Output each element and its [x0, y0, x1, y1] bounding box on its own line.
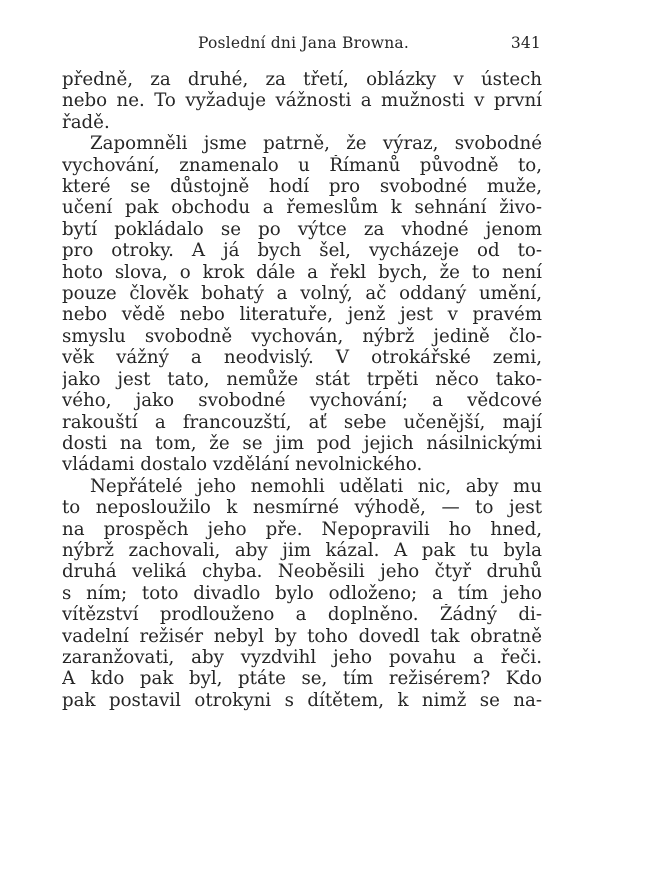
text-line: na prospěch jeho pře. Nepopravili ho hned, [62, 518, 542, 540]
body-text [62, 69, 542, 711]
text-line: pouze člověk bohatý a volný, ač oddaný umění, [62, 283, 542, 305]
text-line: to neposloužilo k nesmírné výhodě, — to jest [62, 497, 542, 519]
text-line: jako jest tato, nemůže stát trpěti něco tako- [62, 368, 542, 390]
text-line: rakouští a francouzští, ať sebe učenější, mají [62, 411, 542, 433]
text-line: pro otroky. A já bych šel, vycházeje od to- [62, 240, 542, 262]
text-line: vítězství prodlouženo a doplněno. Žádný di- [62, 604, 542, 626]
text-line: vychování, znamenalo u Římanů původně to, [62, 154, 542, 176]
text-line: dosti na tom, že se jim pod jejich násilnickými [62, 432, 542, 454]
text-line: učení pak obchodu a řemeslům k sehnání živo- [62, 197, 542, 219]
text-line: vého, jako svobodné vychování; a vědcové [62, 390, 542, 412]
text-line: řadě. [62, 111, 110, 133]
text-line: s ním; toto divadlo bylo odloženo; a tím jeho [62, 582, 542, 604]
text-line: bytí pokládalo se po výtce za vhodné jenom [62, 218, 542, 240]
text-line: předně, za druhé, za třetí, oblázky v ústech [62, 69, 542, 90]
text-line: vadelní režisér nebyl by toho dovedl tak obratně [62, 625, 542, 647]
text-line: druhá veliká chyba. Neoběsili jeho čtyř druhů [62, 561, 542, 583]
text-line: smyslu svobodně vychován, nýbrž jedině člo- [62, 325, 542, 347]
text-line: které se důstojně hodí pro svobodné muže, [62, 176, 542, 198]
page-number: 341 [510, 34, 541, 52]
text-line: vládami dostalo vzdělání nevolnického. [62, 454, 423, 476]
text-line: hoto slova, o krok dále a řekl bych, že to není [62, 261, 542, 283]
text-line: věk vážný a neodvislý. V otrokářské zemi, [62, 347, 542, 369]
text-line: nebo vědě nebo literatuře, jenž jest v pravém [62, 304, 542, 326]
text-line: Zapomněli jsme patrně, že výraz, svobodné [90, 133, 542, 155]
text-line: A kdo pak byl, ptáte se, tím režisérem? Kdo [62, 668, 542, 690]
text-line: nýbrž zachovali, aby jim kázal. A pak tu byla [62, 539, 542, 561]
running-title: Poslední dni Jana Browna. [198, 34, 409, 52]
text-line: nebo ne. To vyžaduje vážnosti a mužnosti v první [62, 90, 542, 112]
text-line: Nepřátelé jeho nemohli udělati nic, aby mu [90, 475, 542, 497]
text-line: pak postavil otrokyni s dítětem, k nimž se na- [62, 689, 542, 711]
text-line: zaranžovati, aby vyzdvihl jeho povahu a řeči. [62, 646, 542, 668]
